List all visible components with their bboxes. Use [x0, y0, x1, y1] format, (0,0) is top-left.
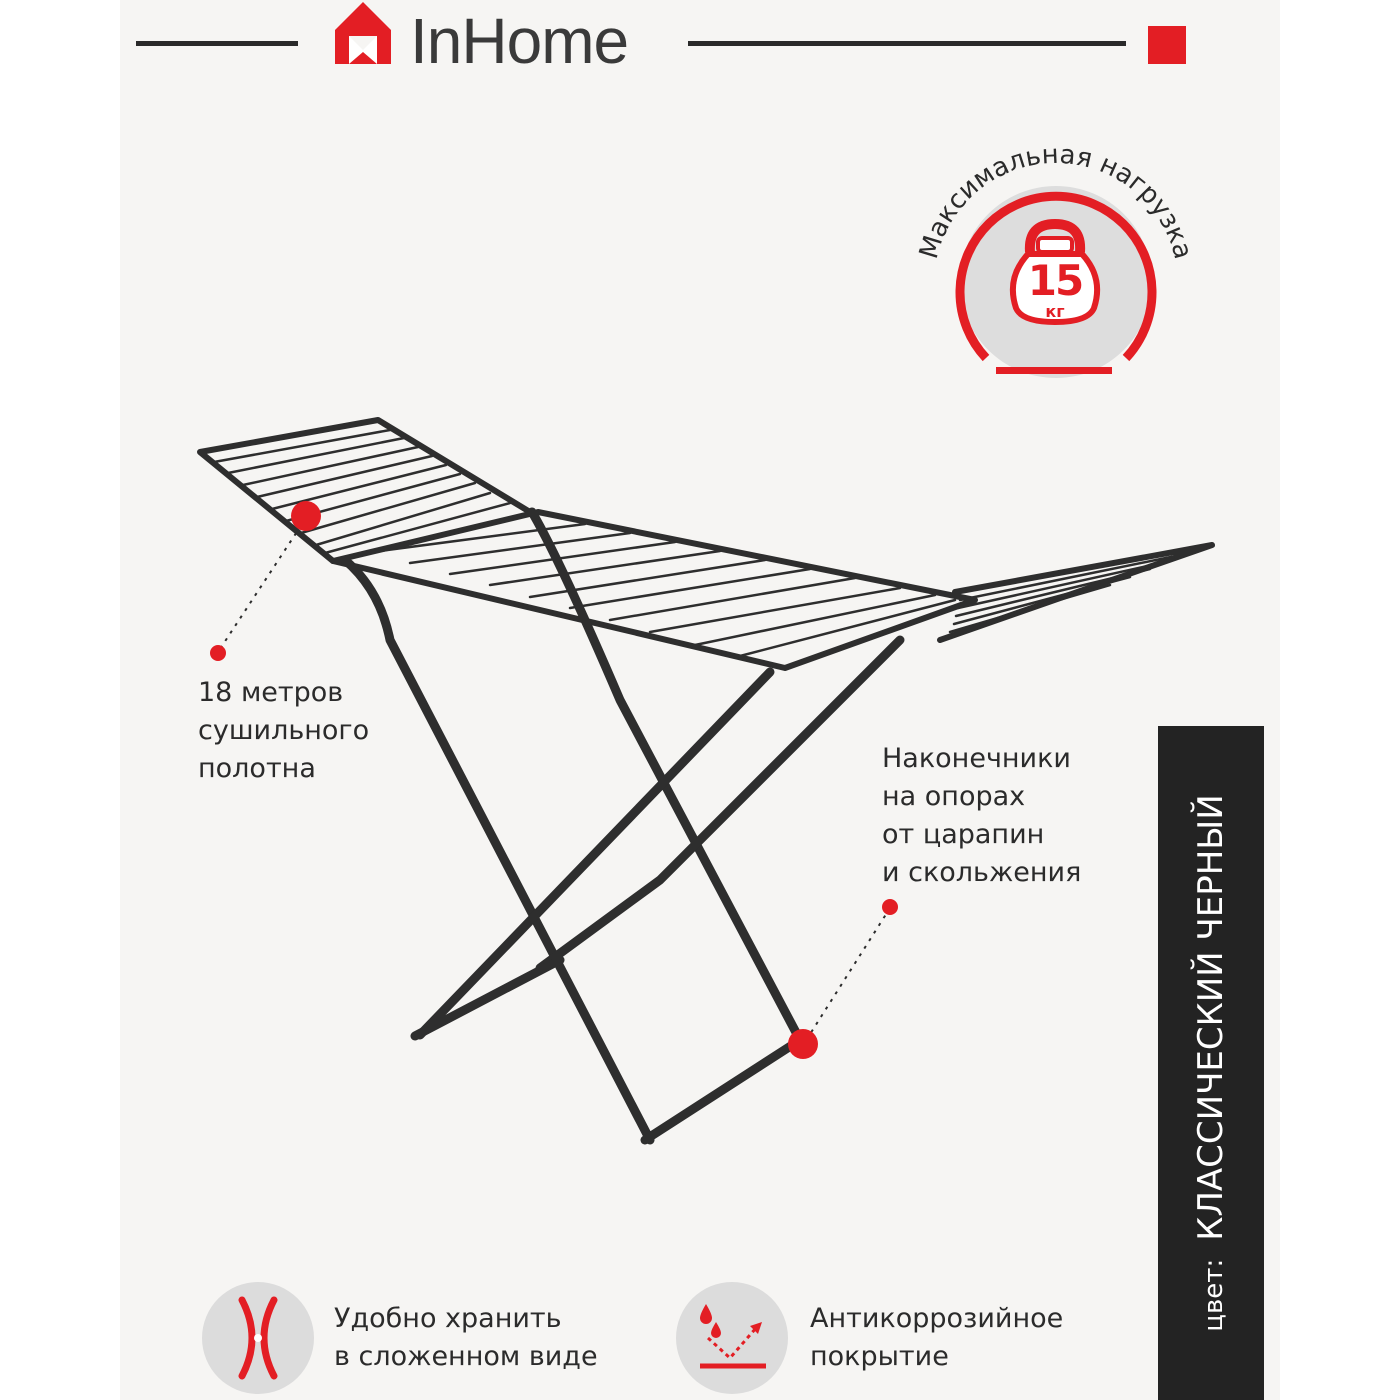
color-label — [1191, 794, 1231, 1331]
feature-fold-line1: Удобно хранить — [334, 1303, 562, 1334]
folded-x-icon — [202, 1282, 314, 1394]
feature-fold-text — [334, 1300, 598, 1376]
feature-coating-line2: покрытие — [810, 1341, 949, 1372]
callout-feet-line3: от царапин — [882, 819, 1045, 850]
feature-coating-text — [810, 1300, 1063, 1376]
anticorrosion-icon — [676, 1282, 788, 1394]
callout-feet-line2: на опорах — [882, 781, 1026, 812]
color-label-prefix: цвет: — [1199, 1258, 1229, 1332]
badge-unit: кг — [1045, 302, 1065, 321]
callout-length — [198, 674, 369, 788]
callout-feet-line1: Наконечники — [882, 743, 1071, 774]
feature-coating-line1: Антикоррозийное — [810, 1303, 1064, 1334]
color-label-value: КЛАССИЧЕСКИЙ ЧЕРНЫЙ — [1191, 794, 1231, 1241]
callout-length-line1: 18 метров — [198, 677, 344, 708]
brand-name: InHome — [410, 5, 629, 77]
feature-fold-line2: в сложенном виде — [334, 1341, 598, 1372]
callout-feet-line4: и скольжения — [882, 857, 1082, 888]
badge-caption: Максимальная нагрузка — [913, 139, 1198, 263]
callout-length-line3: полотна — [198, 753, 316, 784]
callout-length-line2: сушильного — [198, 715, 370, 746]
badge-value: 15 — [1027, 256, 1083, 305]
callout-feet — [882, 740, 1081, 892]
